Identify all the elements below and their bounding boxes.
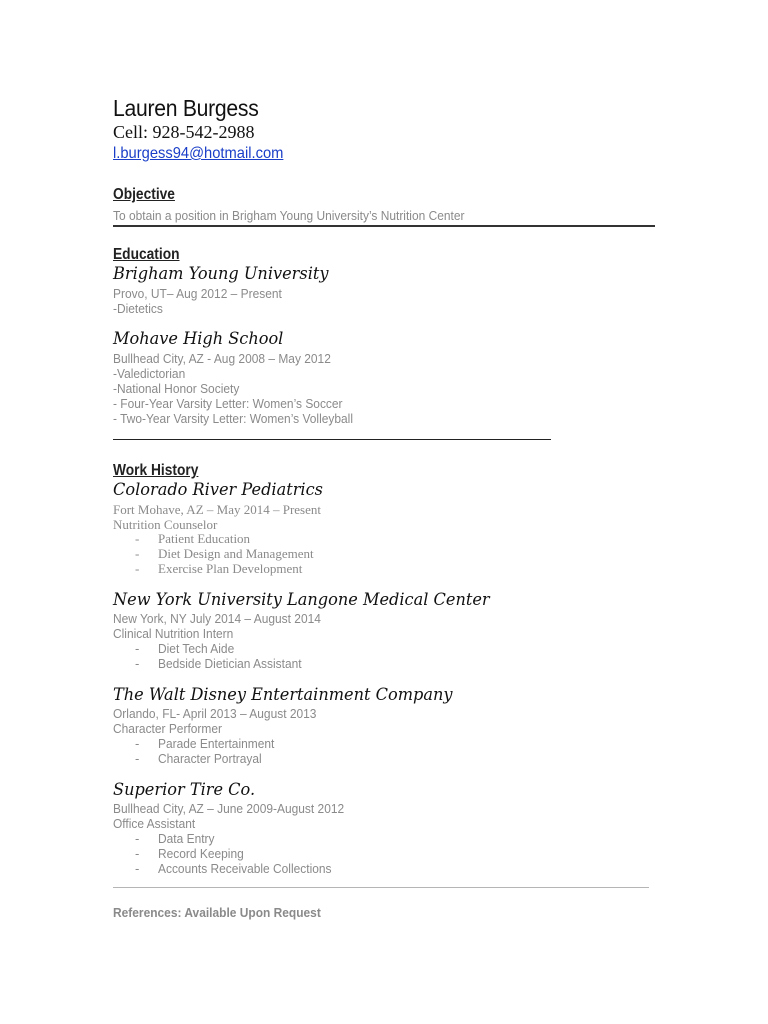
dash-marker: - [135, 561, 140, 576]
school-detail: - Two-Year Varsity Letter: Women’s Volleyball [113, 411, 353, 426]
school-detail: -Valedictorian [113, 366, 186, 381]
school-detail: -National Honor Society [113, 381, 240, 396]
company-name: Colorado River Pediatrics [113, 480, 323, 500]
school-detail: Provo, UT– Aug 2012 – Present [113, 286, 282, 301]
job-location-dates: Fort Mohave, AZ – May 2014 – Present [113, 502, 321, 517]
duty-text: Record Keeping [158, 846, 244, 861]
dash-marker: - [135, 846, 140, 861]
school-detail: Bullhead City, AZ - Aug 2008 – May 2012 [113, 351, 331, 366]
duty-text: Parade Entertainment [158, 736, 275, 751]
duty-text: Bedside Dietician Assistant [158, 656, 302, 671]
dash-marker: - [135, 736, 140, 751]
company-name: Superior Tire Co. [113, 780, 256, 800]
duty-text: Data Entry [158, 831, 215, 846]
education-heading: Education [113, 246, 180, 263]
school-detail: - Four-Year Varsity Letter: Women’s Soccer [113, 396, 343, 411]
school-name: Brigham Young University [113, 264, 329, 284]
job-title: Nutrition Counselor [113, 517, 218, 532]
job-title: Office Assistant [113, 816, 196, 831]
job-location-dates: Bullhead City, AZ – June 2009-August 2012 [113, 801, 345, 816]
objective-text: To obtain a position in Brigham Young University’s Nutrition Center [113, 208, 465, 223]
objective-heading: Objective [113, 186, 175, 203]
dash-marker: - [135, 641, 140, 656]
duty-text: Diet Tech Aide [158, 641, 235, 656]
objective-divider [113, 225, 655, 227]
education-divider [113, 439, 551, 440]
dash-marker: - [135, 831, 140, 846]
company-name: The Walt Disney Entertainment Company [113, 685, 453, 705]
dash-marker: - [135, 861, 140, 876]
school-name: Mohave High School [113, 329, 284, 349]
duty-text: Character Portrayal [158, 751, 262, 766]
work-history-heading: Work History [113, 462, 199, 479]
dash-marker: - [135, 531, 140, 546]
dash-marker: - [135, 546, 140, 561]
duty-text: Accounts Receivable Collections [158, 861, 332, 876]
cell-phone: Cell: 928-542-2988 [113, 122, 255, 142]
company-name: New York University Langone Medical Center [113, 590, 490, 610]
work-divider [113, 887, 649, 888]
school-detail: -Dietetics [113, 301, 163, 316]
applicant-name: Lauren Burgess [113, 95, 259, 121]
duty-text: Patient Education [158, 531, 251, 546]
references-note: References: Available Upon Request [113, 905, 321, 920]
job-title: Clinical Nutrition Intern [113, 626, 234, 641]
duty-text: Diet Design and Management [158, 546, 314, 561]
email-link[interactable]: l.burgess94@hotmail.com [113, 145, 284, 162]
job-title: Character Performer [113, 721, 223, 736]
job-location-dates: Orlando, FL- April 2013 – August 2013 [113, 706, 317, 721]
duty-text: Exercise Plan Development [158, 561, 303, 576]
dash-marker: - [135, 656, 140, 671]
job-location-dates: New York, NY July 2014 – August 2014 [113, 611, 321, 626]
dash-marker: - [135, 751, 140, 766]
